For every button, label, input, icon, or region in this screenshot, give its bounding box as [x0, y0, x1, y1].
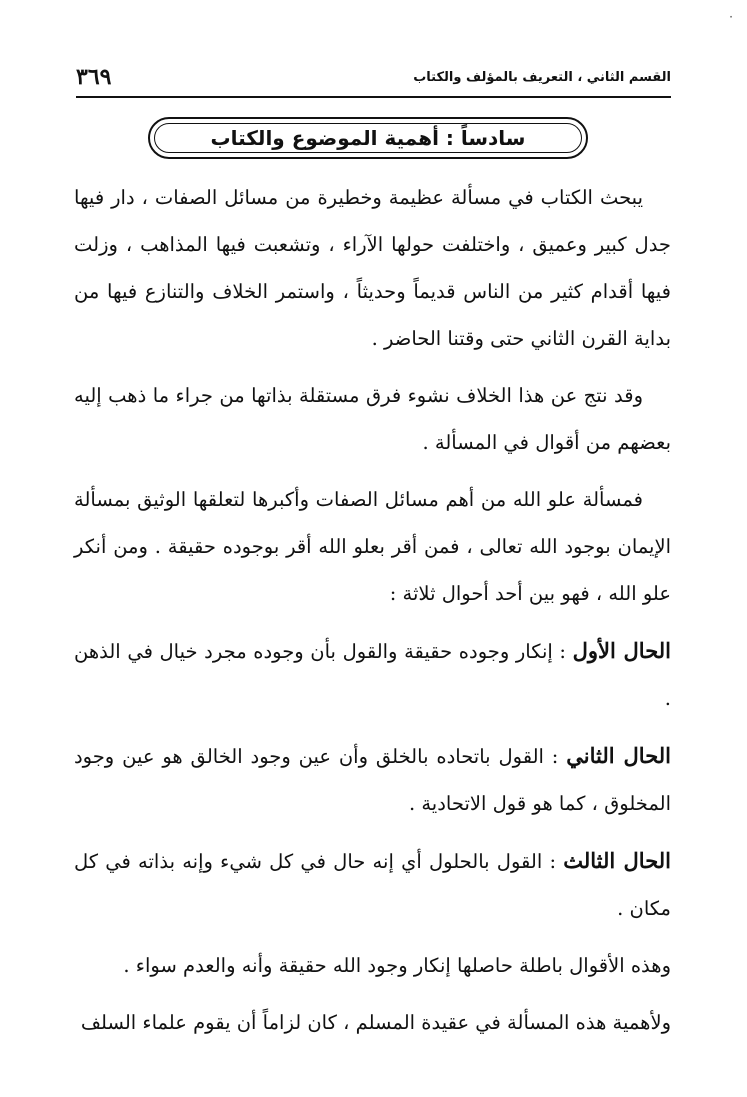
running-header [76, 64, 671, 98]
section-title-inner-frame [154, 123, 582, 153]
paragraph-7: وهذه الأقوال باطلة حاصلها إنكار وجود الله حقيقة وأنه والعدم سواء . [123, 954, 671, 977]
section-title-frame [148, 117, 588, 159]
state-1-term: الحال الأول [572, 638, 671, 663]
body-text [74, 174, 671, 1056]
page-number: ٣٦٩ [76, 64, 112, 90]
state-1-text: : إنكار وجوده حقيقة والقول بأن وجوده مجرد خيال في الذهن . [74, 640, 671, 710]
paragraph-state-1 [74, 627, 671, 722]
section-title: سادساً : أهمية الموضوع والكتاب [210, 126, 526, 150]
paragraph-8: ولأهمية هذه المسألة في عقيدة المسلم ، كان لزاماً أن يقوم علماء السلف [80, 1011, 671, 1034]
state-2-text: : القول باتحاده بالخلق وأن عين وجود الخالق هو عين وجود المخلوق ، كما هو قول الاتحادية . [74, 745, 671, 815]
running-title: القسم الثاني ، التعريف بالمؤلف والكتاب [413, 70, 671, 85]
paragraph-2: وقد نتج عن هذا الخلاف نشوء فرق مستقلة بذاتها من جراء ما ذهب إليه بعضهم من أقوال في المسألة . [74, 384, 671, 454]
paragraph-3: فمسألة علو الله من أهم مسائل الصفات وأكبرها لتعلقها الوثيق بمسألة الإيمان بوجود الله تعالى ، فمن أقر بعلو الله أقر بوجوده حقيقة . ومن أنكر علو الله ، فهو بين أحد أحوال ثلاثة : [74, 488, 671, 605]
paragraph-state-2 [74, 732, 671, 827]
paragraph-state-3 [74, 837, 671, 932]
paragraph-1: يبحث الكتاب في مسألة عظيمة وخطيرة من مسائل الصفات ، دار فيها جدل كبير وعميق ، واختلفت حولها الآراء ، وتشعبت فيها المذاهب ، وزلت فيها أقدام كثير من الناس قديماً وحديثاً ، واستمر الخلاف والتنازع فيها من بداية القرن الثاني حتى وقتنا الحاضر . [74, 186, 671, 350]
state-3-term: الحال الثالث [563, 848, 671, 873]
state-3-text: : القول بالحلول أي إنه حال في كل شيء وإنه بذاته في كل مكان . [74, 850, 671, 920]
state-2-term: الحال الثاني [566, 743, 671, 768]
corner-mark: · [729, 10, 733, 24]
